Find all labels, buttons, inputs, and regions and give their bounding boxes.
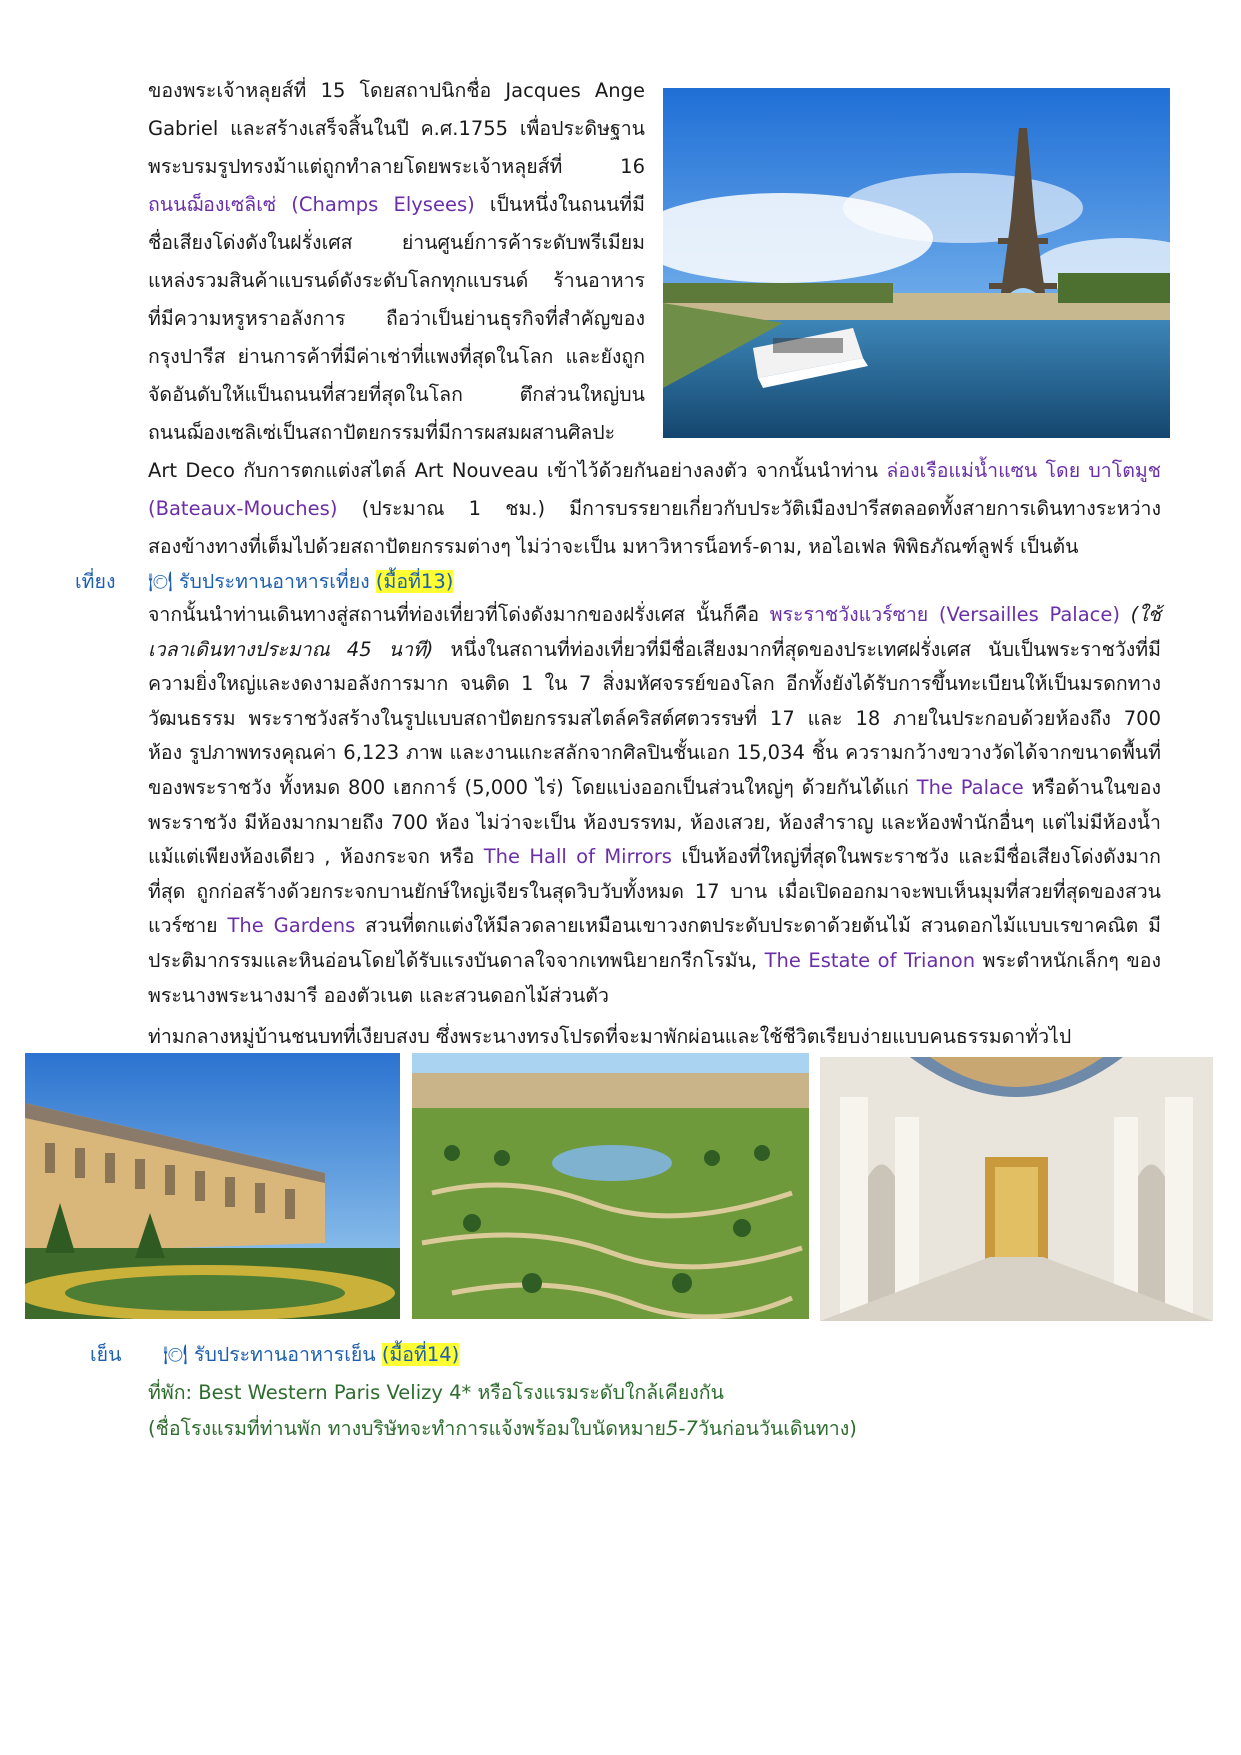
boat-paragraph: [148, 452, 1161, 527]
text-line: พระบรมรูปทรงม้าแต่ถูกทำลายโดยพระเจ้าหลุยส์ที่ 16: [148, 155, 645, 178]
text-span: พระตำหนักเล็กๆ ของพระนางพระนางมารี อองตัวเนต และสวนดอกไม้ส่วนตัว: [148, 948, 1161, 1007]
text-line: ชื่อเสียงโด่งดังในฝรั่งเศส ย่านศูนย์การค้าระดับพรีเมียม: [148, 231, 645, 254]
text-span: วันก่อนวันเดินทาง): [697, 1417, 857, 1440]
versailles-facade-photo: [25, 1053, 400, 1319]
text-line: ของพระเจ้าหลุยส์ที่ 15 โดยสถาปนิกชื่อ Jacques Ange: [148, 79, 645, 102]
dinner-line: [163, 1336, 459, 1374]
text-line: ที่มีความหรูหราอลังการ ถือว่าเป็นย่านธุรกิจที่สำคัญของ: [148, 307, 645, 330]
text-span: เป็นห้องที่ใหญ่ที่สุดในพระราชวัง และมีชื่อเสียงโด่งดังมากที่สุด ถูกก่อสร้างด้วยกระจกบานยักษ์ใหญ่เจียรในสุดวิบวับทั้งหมด 17 บาน เมื่อเปิดออกมาจะพบเห็นมุมที่สวยที่สุดของสวนแวร์ซาย: [148, 845, 1161, 938]
bateaux-mouches-link[interactable]: ล่องเรือแม่น้ำแซน โดย บาโตมูช (Bateaux-Mouches): [148, 459, 1161, 520]
meal-badge: (มื้อที่14): [381, 1343, 460, 1366]
text-span: หรือด้านในของพระราชวัง มีห้องมากมายถึง 700 ห้อง ไม่ว่าจะเป็น ห้องบรรทม, ห้องเสวย, ห้องสำราญ และห้องพำนักอื่นๆ แต่ไม่มีห้องน้ำแม้แต่เพียงห้องเดียว , ห้องกระจก หรือ: [148, 775, 1161, 869]
lunch-label: เที่ยง: [75, 570, 116, 593]
text-line: ท่ามกลางหมู่บ้านชนบทที่เงียบสงบ ซึ่งพระนางทรงโปรดที่จะมาพักผ่อนและใช้ชีวิตเรียบง่ายแบบคนธรรมดาทั่วไป: [148, 1025, 1072, 1048]
text-line: สองข้างทางที่เต็มไปด้วยสถาปัตยกรรมต่างๆ ไม่ว่าจะเป็น มหาวิหารน็อทร์-ดาม, หอไอเฟล พิพิธภัณฑ์ลูฟร์ เป็นต้น: [148, 535, 1079, 558]
the-palace-link[interactable]: The Palace: [916, 775, 1024, 799]
text-span: เป็นหนึ่งในถนนที่มี: [474, 193, 645, 216]
estate-of-trianon-link[interactable]: The Estate of Trianon: [764, 948, 976, 972]
hall-of-mirrors-link[interactable]: The Hall of Mirrors: [483, 845, 672, 869]
text-span: สวนที่ตกแต่งให้มีลวดลายเหมือนเขาวงกตประดับประดาด้วยต้นไม้ สวนดอกไม้แบบเรขาคณิต มีประติมากรรมและหินอ่อนโดยได้รับแรงบันดาลใจจากเทพนิยายกรีกโรมัน,: [148, 914, 1161, 972]
text-line: ถนนฌ็องเซลิเซ่เป็นสถาปัตยกรรมที่มีการผสมผสานศิลปะ: [148, 421, 616, 444]
dining-icon: 🍽: [148, 570, 173, 593]
text-line: กรุงปารีส ย่านการค้าที่มีค่าเช่าที่แพงที่สุดในโลก และยังถูก: [148, 345, 645, 368]
seine-eiffel-photo: [663, 88, 1170, 438]
text-line: Gabriel และสร้างเสร็จสิ้นในปี ค.ศ.1755 เพื่อประดิษฐาน: [148, 117, 645, 140]
text-line: จัดอันดับให้แป็นถนนที่สวยที่สุดในโลก ตึกส่วนใหญ่บน: [148, 383, 645, 406]
text-span: (ประมาณ 1 ชม.) มีการบรรยายเกี่ยวกับประวัติเมืองปารีสตลอดทั้งสายการเดินทางระหว่าง: [337, 496, 1161, 520]
meal-badge: (มื้อที่13): [375, 570, 454, 593]
hotel-note: [148, 1410, 857, 1448]
text-span: Art Deco กับการตกแต่งสไตล์ Art Nouveau เข้าไว้ด้วยกันอย่างลงตัว จากนั้นนำท่าน: [148, 459, 887, 482]
dinner-label: เย็น: [90, 1343, 122, 1366]
lunch-text: รับประทานอาหารเที่ยง: [178, 570, 376, 593]
travel-time: (ใช้เวลาเดินทางประมาณ 45 นาที): [148, 603, 1162, 661]
text-span: หนึ่งในสถานที่ท่องเที่ยวที่มีชื่อเสียงมากที่สุดของประเทศฝรั่งเศส นับเป็นพระราชวังที่มีความยิ่งใหญ่และงดงามอลังการมาก จนติด 1 ใน 7 สิ่งมหัศจรรย์ของโลก อีกทั้งยังได้รับการขึ้นทะเบียนให้เป็นมรดกทางวัฒนธรรม พระราชวังสร้างในรูปแบบสถาปัตยกรรมสไตล์คริสต์ศตวรรษที่ 17 และ 18 ภายในประกอบด้วยห้องถึง 700 ห้อง รูปภาพทรงคุณค่า 6,123 ภาพ และงานแกะสลักจากศิลปินชั้นเอก 15,034 ชิ้น ควรามกว้างขวางวัดได้จากขนาดพื้นที่ของพระราชวัง ทั้งหมด 800 เฮกการ์ (5,000 ไร่) โดยแบ่งออกเป็นส่วนใหญ่ๆ ด้วยกันได้แก่: [148, 637, 1161, 799]
text-span: (ชื่อโรงแรมที่ท่านพัก ทางบริษัทจะทำการแจ้งพร้อมใบนัดหมาย: [148, 1417, 666, 1440]
royal-chapel-photo: [820, 1057, 1213, 1321]
versailles-gardens-photo: [412, 1053, 809, 1319]
text-line: แหล่งรวมสินค้าแบรนด์ดังระดับโลกทุกแบรนด์ ร้านอาหาร: [148, 269, 645, 292]
dinner-text: รับประทานอาหารเย็น: [193, 1343, 382, 1366]
notice-days: 5-7: [665, 1417, 698, 1440]
text-span: จากนั้นนำท่านเดินทางสู่สถานที่ท่องเที่ยวที่โด่งดังมากของฝรั่งเศส นั้นก็คือ: [148, 603, 770, 626]
lunch-line: [148, 563, 453, 601]
hotel-line: ที่พัก: Best Western Paris Velizy 4* หรือโรงแรมระดับใกล้เคียงกัน: [148, 1381, 724, 1404]
dining-icon: 🍽: [163, 1343, 188, 1366]
versailles-paragraph: [148, 598, 1161, 1013]
champs-elysees-link[interactable]: ถนนฌ็องเซลิเซ่ (Champs Elysees): [148, 193, 475, 216]
versailles-link[interactable]: พระราชวังแวร์ซาย (Versailles Palace): [769, 603, 1120, 626]
the-gardens-link[interactable]: The Gardens: [227, 914, 356, 938]
text-line: [148, 186, 645, 224]
